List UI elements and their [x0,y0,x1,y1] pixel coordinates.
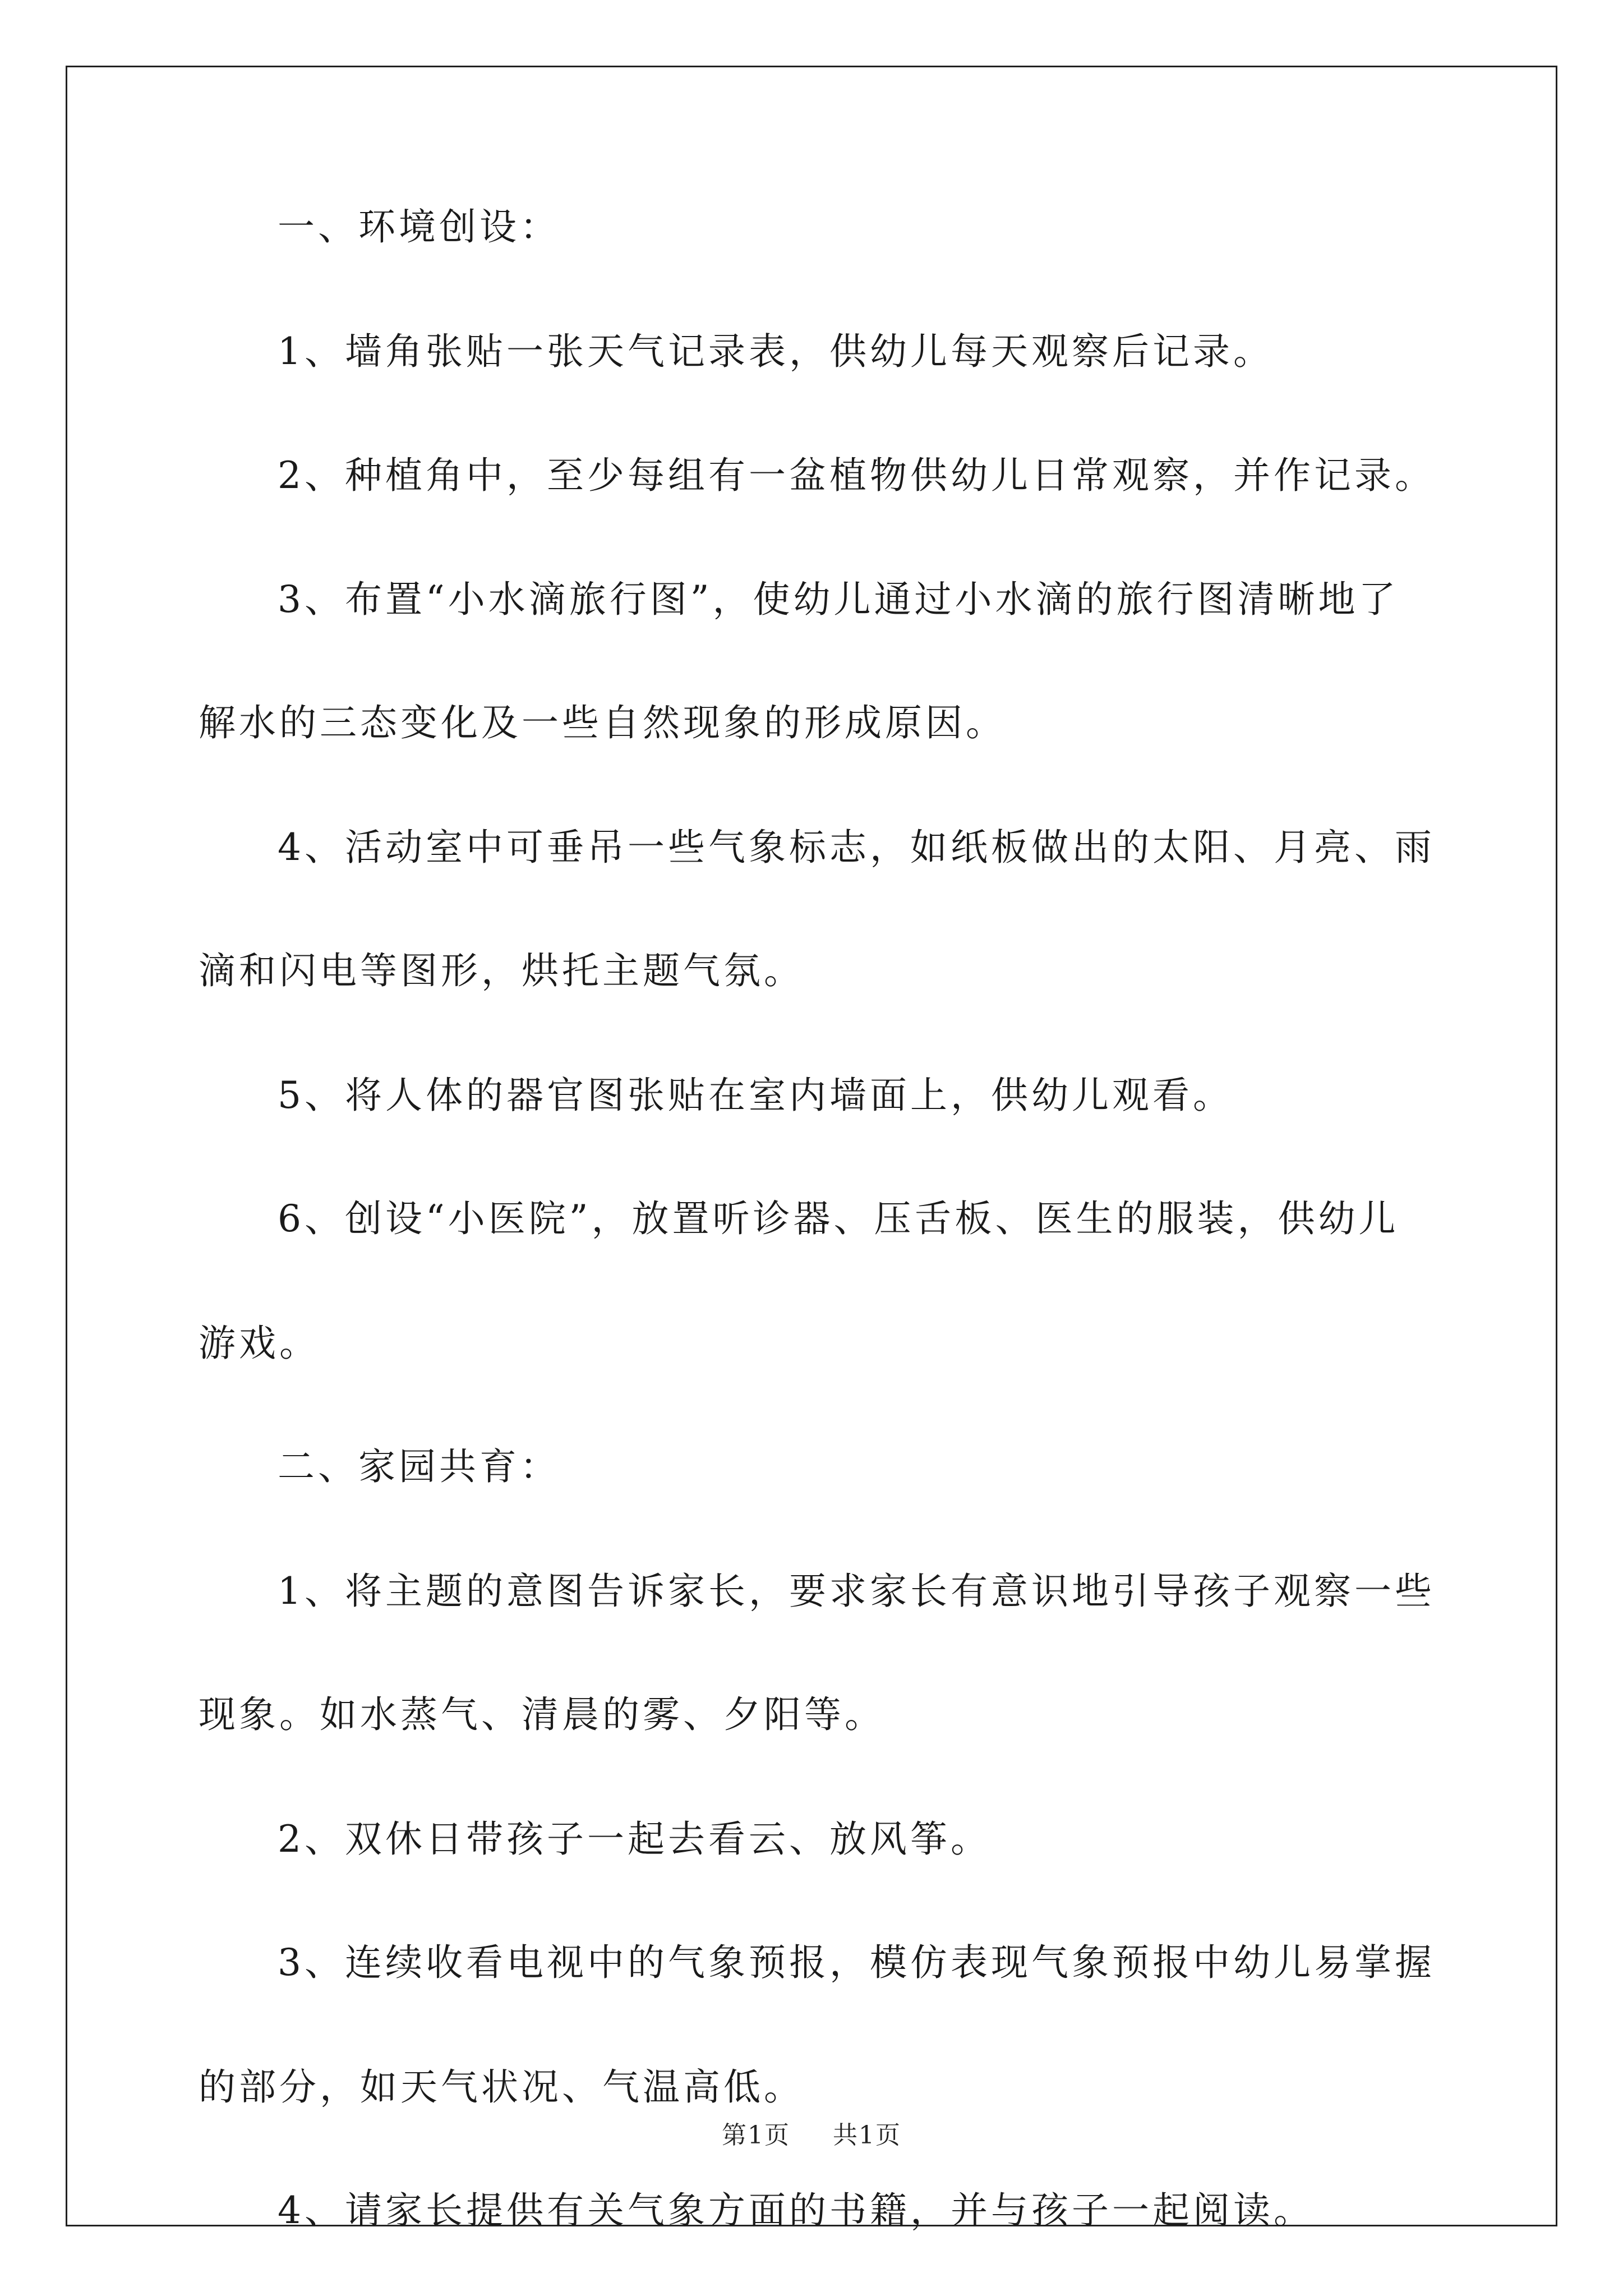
env-item-3-line-1: 3、布置“小水滴旅行图”，使幼儿通过小水滴的旅行图清晰地了 [278,578,1399,621]
page-border [66,66,1557,2226]
home-item-1-line-2: 现象。如水蒸气、清晨的雾、夕阳等。 [199,1693,885,1736]
home-item-3-line-2: 的部分，如天气状况、气温高低。 [199,2065,804,2109]
env-item-3-line-2: 解水的三态变化及一些自然现象的形成原因。 [199,701,1006,744]
heading-environment: 一、环境创设： [278,205,560,249]
heading-home: 二、家园共育： [278,1445,560,1488]
env-item-4-line-1: 4、活动室中可垂吊一些气象标志，如纸板做出的太阳、月亮、雨 [278,826,1435,869]
page-total: 共1页 [833,2121,901,2150]
env-item-1: 1、墙角张贴一张天气记录表，供幼儿每天观察后记录。 [278,330,1274,373]
home-item-1-line-1: 1、将主题的意图告诉家长，要求家长有意识地引导孩子观察一些 [278,1570,1435,1613]
env-item-2: 2、种植角中，至少每组有一盆植物供幼儿日常观察，并作记录。 [278,454,1435,497]
page-number: 第1页 [722,2121,790,2150]
home-item-2: 2、双休日带孩子一起去看云、放风筝。 [278,1818,991,1861]
env-item-5: 5、将人体的器官图张贴在室内墙面上，供幼儿观看。 [278,1074,1233,1117]
env-item-6-line-1: 6、创设“小医院”，放置听诊器、压舌板、医生的服装，供幼儿 [278,1197,1399,1240]
page-footer [0,2115,1623,2151]
home-item-3-line-1: 3、连续收看电视中的气象预报，模仿表现气象预报中幼儿易掌握 [278,1941,1435,1984]
env-item-4-line-2: 滴和闪电等图形，烘托主题气氛。 [199,949,804,992]
env-item-6-line-2: 游戏。 [199,1322,320,1365]
home-item-4: 4、请家长提供有关气象方面的书籍，并与孩子一起阅读。 [278,2189,1314,2232]
